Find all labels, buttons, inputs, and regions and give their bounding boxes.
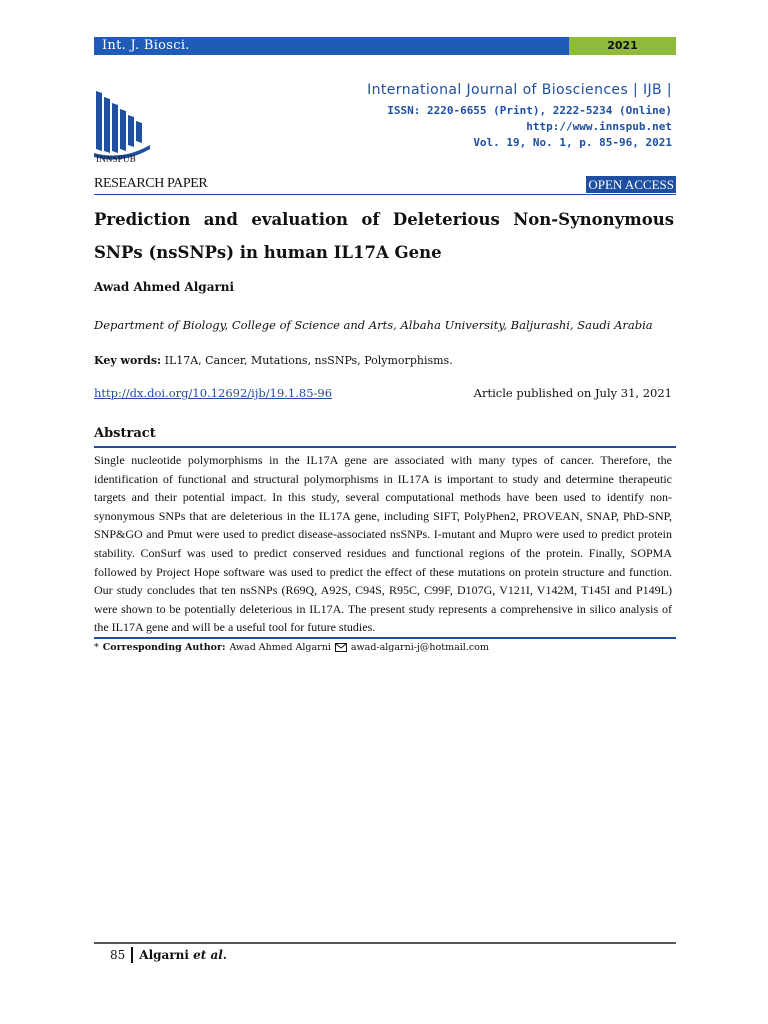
- article-type-row: [94, 175, 676, 195]
- corresponding-email[interactable]: awad-algarni-j@hotmail.com: [350, 642, 489, 653]
- journal-info: [367, 82, 672, 151]
- footer-et-al: et al.: [193, 948, 227, 962]
- abstract-bottom-rule: [94, 637, 676, 639]
- open-access-badge: OPEN ACCESS: [588, 177, 674, 192]
- keywords-label: Key words:: [94, 354, 162, 367]
- journal-url[interactable]: http://www.innspub.net: [526, 120, 672, 133]
- corresponding-marker: *: [94, 642, 99, 653]
- corresponding-name: Awad Ahmed Algarni: [229, 642, 331, 653]
- abstract-heading: Abstract: [94, 426, 156, 441]
- research-paper-label: RESEARCH PAPER: [94, 176, 208, 191]
- author-affiliation: Department of Biology, College of Science and Arts, Albaha University, Baljurashi, Saudi Arabia: [94, 318, 653, 332]
- journal-volume: Vol. 19, No. 1, p. 85-96, 2021: [473, 136, 672, 149]
- published-date: Article published on July 31, 2021: [473, 386, 672, 400]
- abstract-body: Single nucleotide polymorphisms in the IL17A gene are associated with many types of cancer. Therefore, the identification of functional and structural polymorphisms in IL17A is important to study and determine therapeutic targets and their potential impact. In this study, several computational methods have been used to identify non-synonymous SNPs that are deleterious in the IL17A gene, including SIFT, PolyPhen2, PROVEAN, SNAP, PhD-SNP, SNP&GO and Pmut were used to predict disease-associated nsSNPs. I-mutant and Mupro were used to predict protein stability. ConSurf was used to predict conserved residues and functional regions of the protein. Finally, SOPMA followed by Project Hope software was used to predict the effect of these mutations on protein structure and function. Our study concludes that ten nsSNPs (R69Q, A92S, C94S, R95C, C99F, D107G, V121I, V142M, T145I and P149L) were shown to be potentially deleterious in IL17A. The present study represents a comprehensive in silico analysis of the IL17A gene and will be a useful tool for future studies.: [94, 453, 672, 635]
- footer-author: [139, 948, 227, 962]
- keywords: [94, 354, 453, 367]
- running-header-journal: Int. J. Biosci.: [94, 37, 569, 55]
- running-header: [94, 37, 676, 55]
- doi-link[interactable]: http://dx.doi.org/10.12692/ijb/19.1.85-96: [94, 386, 333, 400]
- corresponding-label: Corresponding Author:: [102, 642, 226, 653]
- journal-issn: ISSN: 2220-6655 (Print), 2222-5234 (Online): [387, 104, 672, 117]
- author-name: Awad Ahmed Algarni: [94, 280, 235, 294]
- journal-name: International Journal of Biosciences | IJB |: [367, 82, 672, 98]
- page-footer: [110, 947, 227, 963]
- paper-title: Prediction and evaluation of Deleterious Non-Synonymous SNPs (nsSNPs) in human IL17A Gene: [94, 210, 674, 262]
- mail-icon: [335, 643, 347, 652]
- running-header-year: 2021: [569, 37, 676, 55]
- logo-label: INNSPUB: [96, 154, 136, 164]
- footer-author-name: Algarni: [139, 948, 189, 962]
- page-number: 85: [110, 948, 126, 962]
- corresponding-author: [94, 642, 489, 653]
- footer-rule: [94, 942, 676, 944]
- keywords-text: IL17A, Cancer, Mutations, nsSNPs, Polymorphisms.: [164, 354, 453, 367]
- abstract-top-rule: [94, 446, 676, 448]
- footer-separator: [131, 947, 133, 963]
